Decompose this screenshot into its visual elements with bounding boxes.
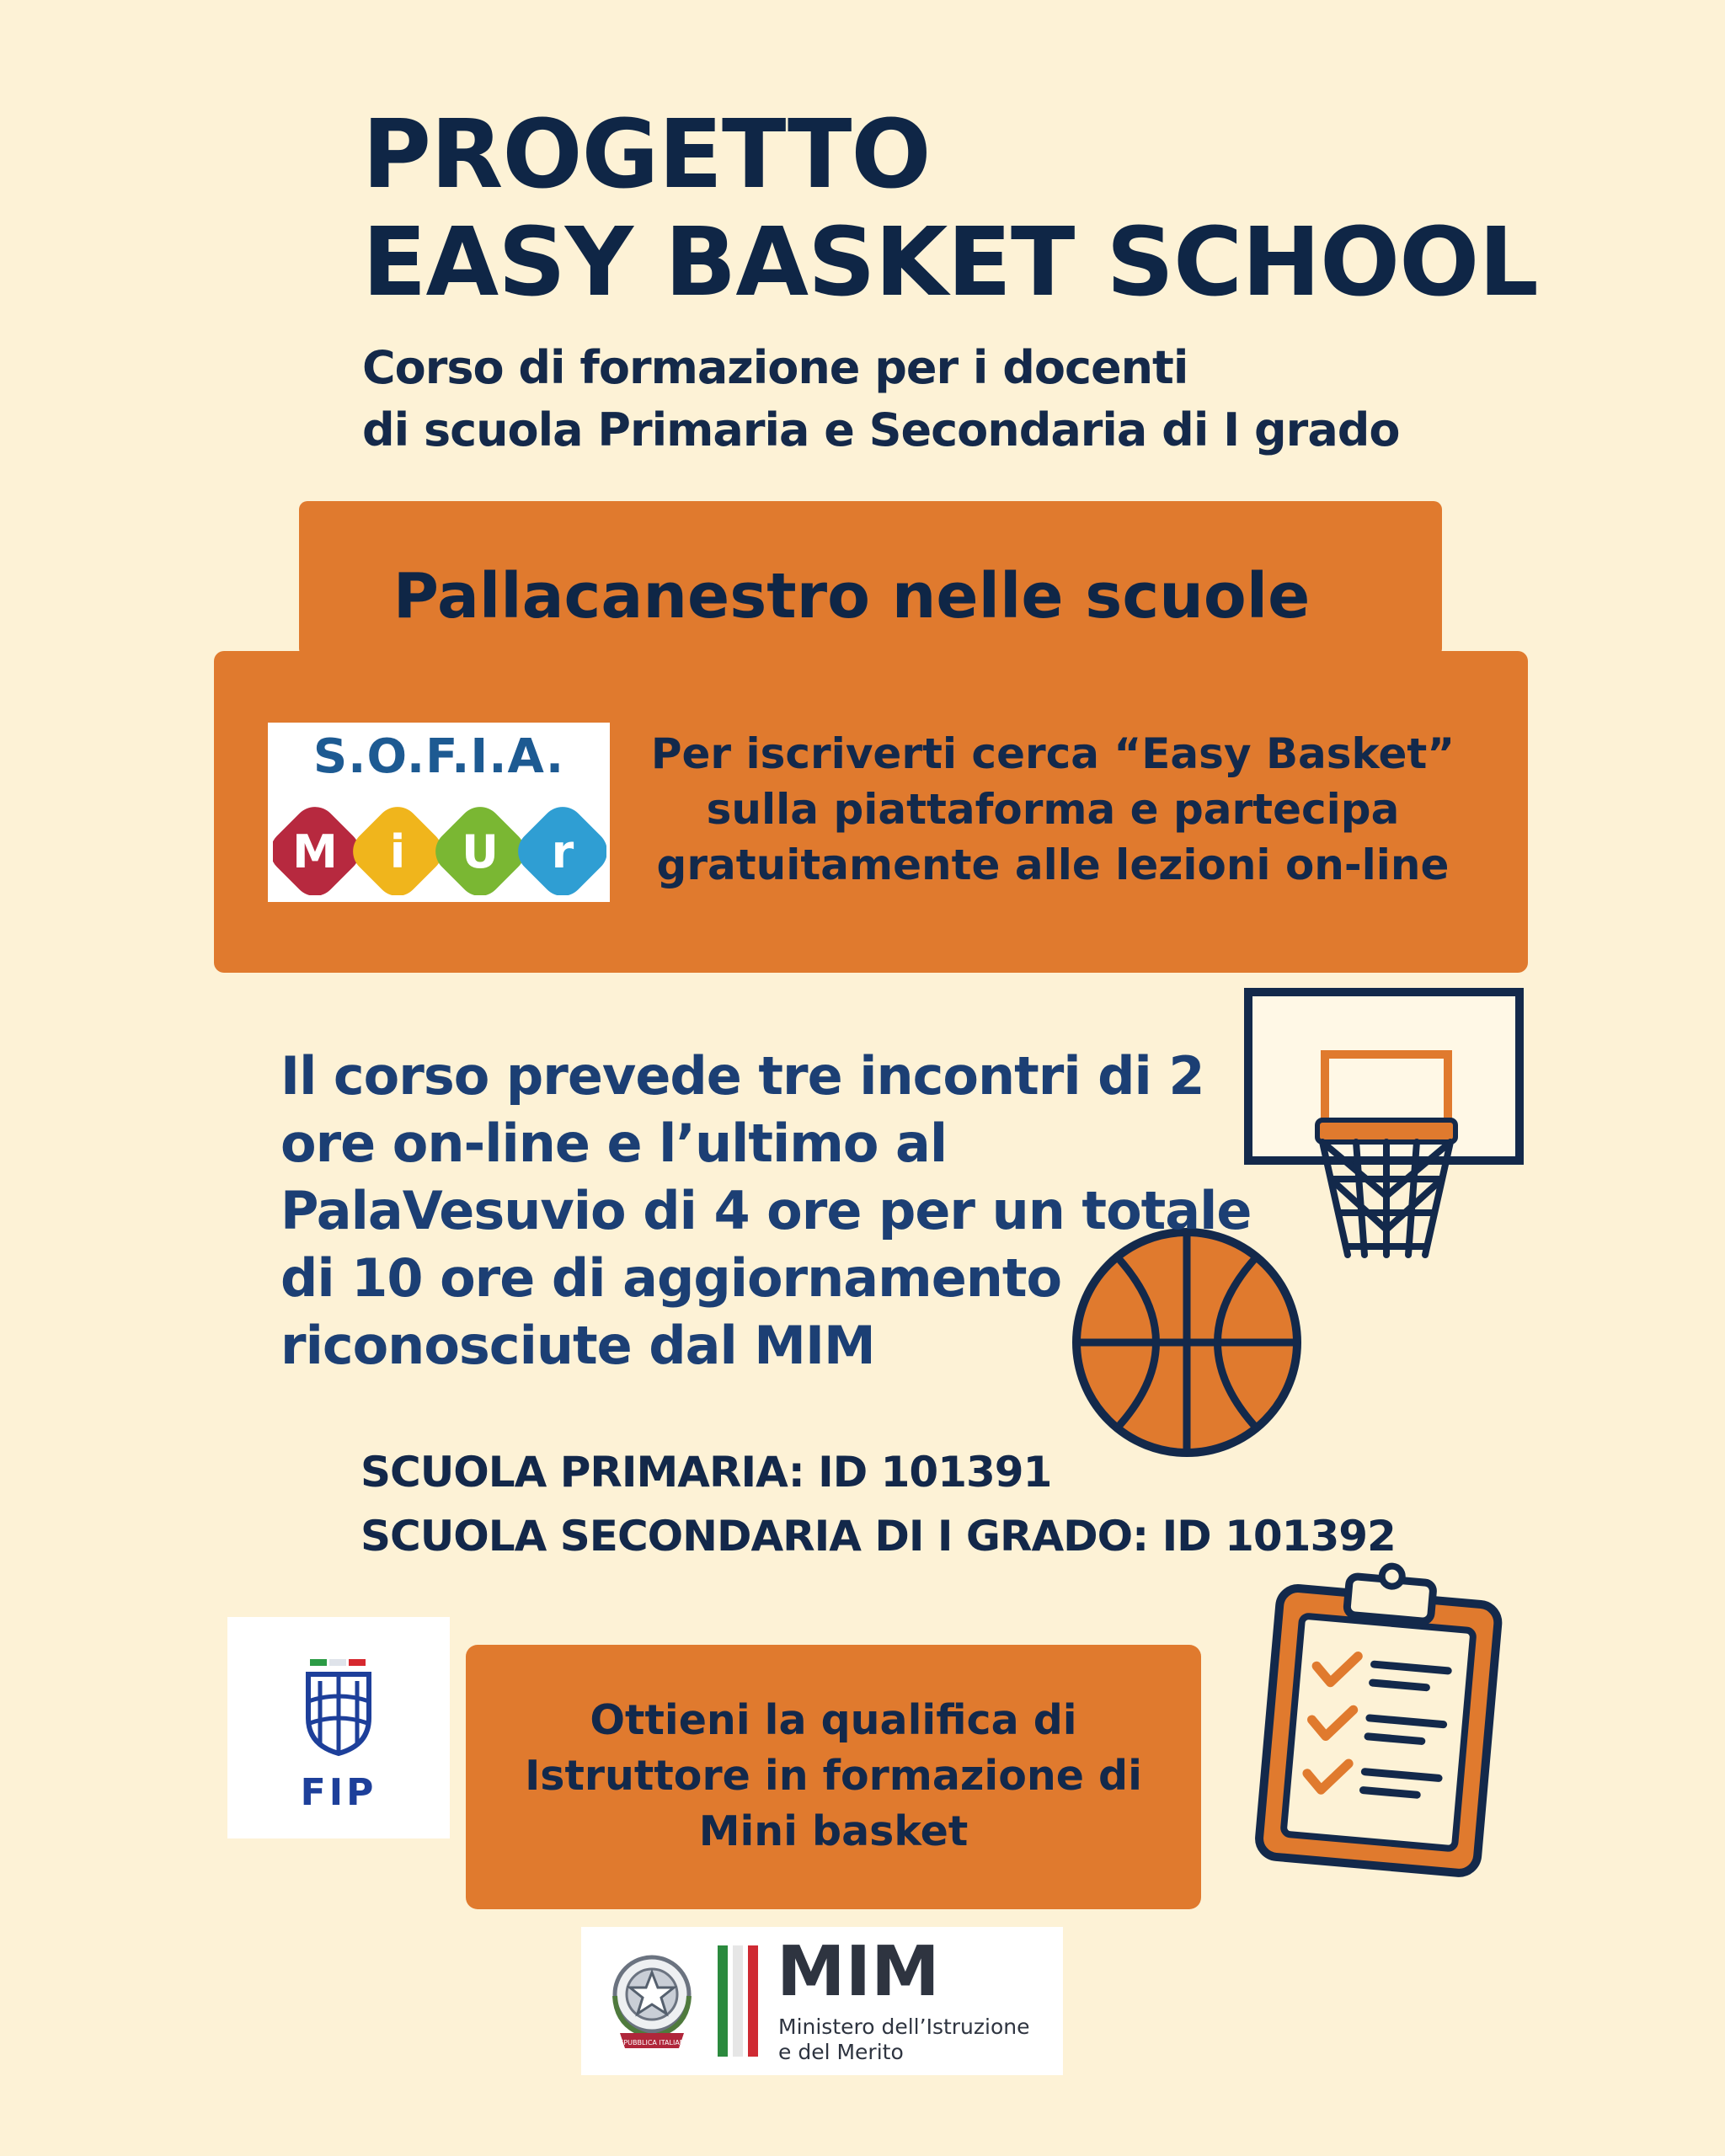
miur-tile-i: i [389,825,406,878]
mim-subtitle [778,2015,1030,2065]
sofia-text-line-1: Per iscriverti cerca “Easy Basket” [650,729,1455,778]
fip-logo [227,1617,450,1838]
qualifica-line-3: Mini basket [698,1807,969,1855]
italian-emblem-icon [601,1945,702,2055]
title-line-2: EASY BASKET SCHOOL [362,208,1538,318]
page-title [362,101,1538,317]
miur-tile-u: U [462,825,499,878]
id-primaria: SCUOLA PRIMARIA: ID 101391 [360,1448,1052,1497]
flag-bar-green [718,1945,728,2057]
miur-tiles-icon [273,807,606,895]
emblem-ribbon-text: REPUBBLICA ITALIANA [614,2039,690,2047]
course-description [280,1043,1291,1380]
course-ids [360,1440,1396,1568]
sofia-miur-logo [268,723,610,902]
subtitle-line-2: di scuola Primaria e Secondaria di I grado [362,403,1400,456]
sofia-instructions [640,726,1466,893]
course-line-3: PalaVesuvio di 4 ore per un totale [280,1180,1252,1241]
sofia-text-line-3: gratuitamente alle lezioni on-line [656,841,1450,889]
clipboard-checklist-icon [1245,1554,1514,1882]
fip-logo-text: FIP [300,1771,377,1814]
miur-tile-m: M [292,825,338,878]
mim-title: MIM [777,1932,940,2012]
miur-tile-r: r [551,825,574,878]
flag-bar-white [733,1945,743,2057]
sofia-logo-title: S.O.F.I.A. [312,729,565,784]
id-secondaria: SCUOLA SECONDARIA DI I GRADO: ID 101392 [360,1512,1396,1561]
sofia-text-line-2: sulla piattaforma e partecipa [706,785,1400,834]
qualifica-line-2: Istruttore in formazione di [525,1752,1142,1800]
mim-subtitle-line-2: e del Merito [778,2040,904,2064]
qualifica-line-1: Ottieni la qualifica di [590,1696,1077,1744]
course-line-5: riconosciute dal MIM [280,1315,875,1376]
course-line-2: ore on-line e l’ultimo al [280,1113,948,1174]
mim-logo [581,1927,1063,2075]
flag-bar-red [748,1945,758,2057]
qualifica-text [466,1693,1201,1860]
title-line-1: PROGETTO [362,100,931,210]
mim-subtitle-line-1: Ministero dell’Istruzione [778,2015,1030,2039]
subtitle-line-1: Corso di formazione per i docenti [362,341,1188,394]
page-subtitle [362,337,1400,462]
course-line-4: di 10 ore di aggiornamento [280,1247,1062,1309]
tab-heading: Pallacanestro nelle scuole [393,560,1311,632]
course-line-1: Il corso prevede tre incontri di 2 [280,1045,1204,1107]
fip-emblem-icon [227,1617,450,1838]
